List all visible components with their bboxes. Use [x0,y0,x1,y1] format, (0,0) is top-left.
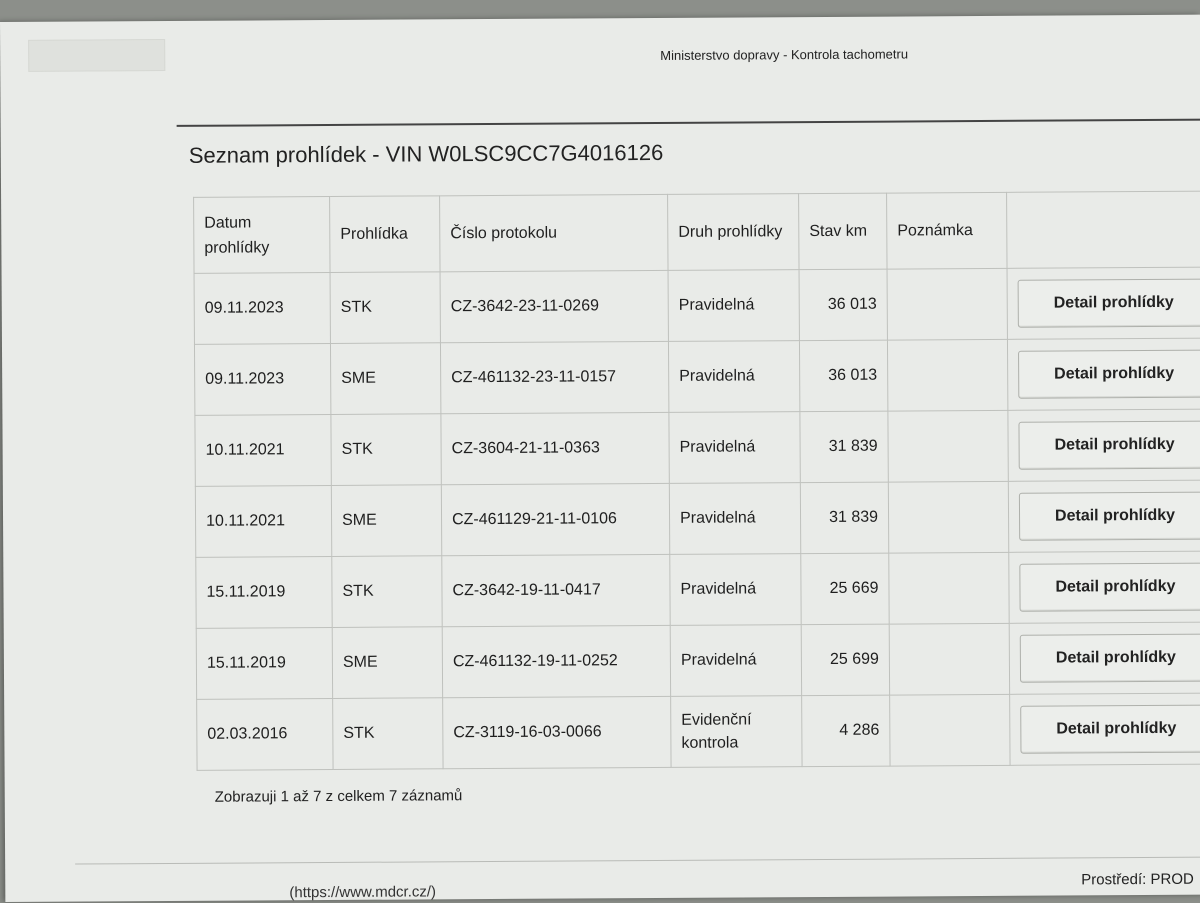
table-row [196,622,1200,699]
cell-date: 09.11.2023 [194,343,330,415]
cell-date: 15.11.2019 [196,556,332,628]
cell-km: 36 013 [799,340,887,412]
footer-link[interactable]: (https://www.mdcr.cz/) [289,883,437,902]
page-header: Ministerstvo dopravy - Kontrola tachometru [660,46,909,63]
footer-divider [75,857,1200,865]
cell-note [890,694,1010,766]
cell-date: 10.11.2021 [195,414,331,486]
cell-km: 36 013 [799,269,887,341]
cell-km: 25 699 [801,624,889,696]
cell-type: Pravidelná [669,412,800,484]
col-header-protocol: Číslo protokolu [440,194,668,271]
cell-note [887,339,1007,411]
table-row [194,267,1200,344]
table-row [195,409,1200,486]
cell-note [889,623,1009,695]
cell-protocol: CZ-461132-19-11-0252 [442,625,670,697]
cell-inspection: STK [332,556,442,628]
cell-type: Pravidelná [669,483,800,555]
cell-km: 31 839 [800,482,888,554]
cell-inspection: STK [331,414,441,486]
col-header-km: Stav km [799,193,887,270]
col-header-action [1007,191,1200,268]
col-header-inspection: Prohlídka [330,196,440,273]
cell-date: 10.11.2021 [195,485,331,557]
cell-type: Pravidelná [668,341,799,413]
inspection-table [193,190,1200,770]
cell-inspection: STK [330,272,440,344]
cell-action [1009,622,1200,694]
printed-page [0,15,1200,902]
cell-protocol: CZ-3642-19-11-0417 [442,554,670,626]
table-header-row [194,191,1200,273]
cell-protocol: CZ-3642-23-11-0269 [440,270,668,342]
cell-action [1009,551,1200,623]
table-row [194,338,1200,415]
cell-note [889,552,1009,624]
cell-protocol: CZ-461129-21-11-0106 [441,483,669,555]
cell-action [1007,338,1200,410]
table-row [195,480,1200,557]
cell-km: 4 286 [802,695,890,767]
cell-date: 09.11.2023 [194,272,330,344]
cell-action [1007,267,1200,339]
cell-action [1008,480,1200,552]
cell-km: 25 669 [801,553,889,625]
table-row [197,693,1200,770]
detail-button[interactable]: Detail prohlídky [1020,634,1200,683]
detail-button[interactable]: Detail prohlídky [1019,563,1200,612]
detail-button[interactable]: Detail prohlídky [1018,350,1200,399]
records-summary: Zobrazuji 1 až 7 z celkem 7 záznamů [214,787,463,806]
cell-note [887,268,1007,340]
environment-label: Prostředí: PROD [1081,870,1194,889]
cell-inspection: SME [331,485,441,557]
detail-button[interactable]: Detail prohlídky [1020,705,1200,754]
col-header-note: Poznámka [887,192,1007,269]
col-header-date: Datum prohlídky [194,196,330,273]
detail-button[interactable]: Detail prohlídky [1018,279,1200,328]
cell-type: Evidenční kontrola [671,696,802,768]
cell-action [1010,693,1200,765]
cell-protocol: CZ-3119-16-03-0066 [443,696,671,768]
cell-protocol: CZ-3604-21-11-0363 [441,412,669,484]
cell-note [888,410,1008,482]
cell-date: 15.11.2019 [196,627,332,699]
cell-date: 02.03.2016 [197,698,333,770]
cell-inspection: SME [332,627,442,699]
cell-inspection: STK [333,698,443,770]
header-divider [177,119,1200,127]
cell-type: Pravidelná [670,554,801,626]
cell-inspection: SME [330,343,440,415]
table-row [196,551,1200,628]
cell-action [1008,409,1200,481]
cell-note [888,481,1008,553]
tape-strip [28,39,165,72]
cell-protocol: CZ-461132-23-11-0157 [440,341,668,413]
cell-km: 31 839 [800,411,888,483]
cell-type: Pravidelná [670,625,801,697]
page-title: Seznam prohlídek - VIN W0LSC9CC7G4016126 [188,139,664,168]
detail-button[interactable]: Detail prohlídky [1018,421,1200,470]
detail-button[interactable]: Detail prohlídky [1019,492,1200,541]
cell-type: Pravidelná [668,270,799,342]
col-header-type: Druh prohlídky [668,194,799,271]
